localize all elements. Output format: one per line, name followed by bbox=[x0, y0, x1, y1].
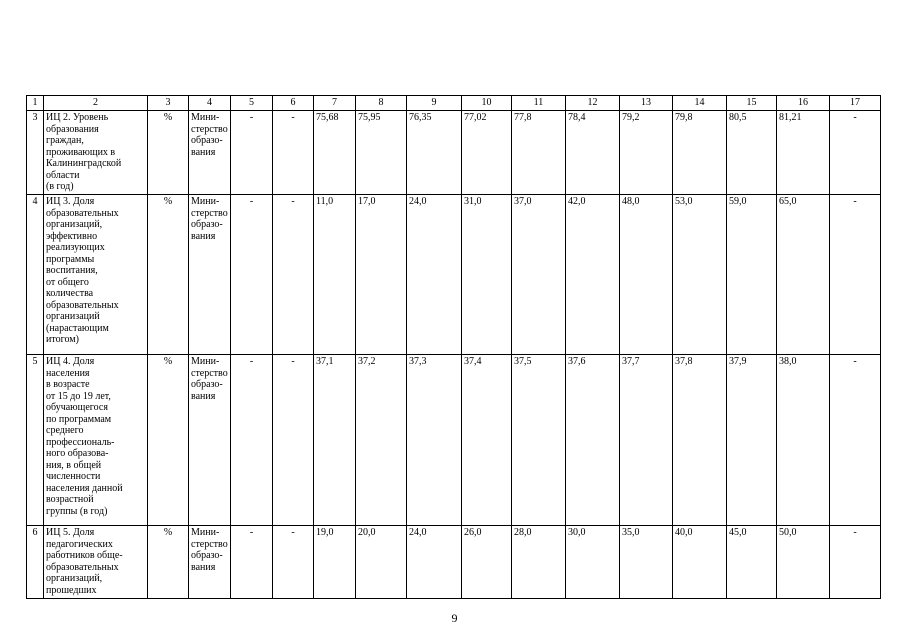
organization-cell-line: Мини- bbox=[191, 356, 220, 367]
value-cell: 50,0 bbox=[777, 526, 830, 599]
column-5-cell: - bbox=[231, 195, 273, 355]
indicator-name-cell-line: организаций, bbox=[46, 219, 103, 230]
table-row bbox=[27, 195, 881, 355]
unit-cell: % bbox=[148, 111, 189, 195]
indicator-name-cell-line: реализующих bbox=[46, 242, 105, 253]
column-5-cell: - bbox=[231, 526, 273, 599]
indicator-name-cell-line: ИЦ 4. Доля bbox=[46, 356, 95, 367]
column-6-cell: - bbox=[273, 111, 314, 195]
indicator-name-cell-line: организаций bbox=[46, 311, 100, 322]
organization-cell bbox=[189, 111, 231, 195]
value-cell: 37,3 bbox=[407, 355, 462, 526]
value-cell: 38,0 bbox=[777, 355, 830, 526]
indicator-name-cell-line: воспитания, bbox=[46, 265, 98, 276]
organization-cell-line: стерство bbox=[191, 207, 228, 219]
value-cell: 40,0 bbox=[673, 526, 727, 599]
value-cell: 77,02 bbox=[462, 111, 512, 195]
value-cell: 79,2 bbox=[620, 111, 673, 195]
page-number: 9 bbox=[451, 611, 458, 625]
indicator-name-cell-line: ИЦ 5. Доля bbox=[46, 527, 95, 538]
indicator-name-cell-line: возрастной bbox=[46, 494, 94, 505]
value-cell: 19,0 bbox=[314, 526, 356, 599]
value-cell: 79,8 bbox=[673, 111, 727, 195]
column-5-cell: - bbox=[231, 111, 273, 195]
header-cell: 1 bbox=[27, 96, 44, 111]
row-number-cell: 6 bbox=[27, 526, 44, 599]
column-5-cell: - bbox=[231, 355, 273, 526]
indicator-name-cell-line: граждан, bbox=[46, 135, 84, 146]
value-cell: 11,0 bbox=[314, 195, 356, 355]
value-cell: 59,0 bbox=[727, 195, 777, 355]
column-17-cell: - bbox=[830, 195, 881, 355]
indicator-name-cell bbox=[44, 195, 148, 355]
header-cell: 14 bbox=[673, 96, 727, 111]
indicator-name-cell-line: от общего bbox=[46, 276, 89, 288]
organization-cell-line: Мини- bbox=[191, 196, 220, 207]
value-cell: 37,1 bbox=[314, 355, 356, 526]
indicator-name-cell bbox=[44, 111, 148, 195]
indicator-name-cell-line: от 15 до 19 лет, bbox=[46, 390, 111, 402]
header-cell: 11 bbox=[512, 96, 566, 111]
indicator-name-cell-line: ного образова- bbox=[46, 448, 109, 459]
indicator-name-cell-line: населения bbox=[46, 367, 90, 379]
value-cell: 80,5 bbox=[727, 111, 777, 195]
organization-cell-line: образо- bbox=[191, 550, 223, 561]
unit-cell: % bbox=[148, 355, 189, 526]
indicator-name-cell-line: ИЦ 2. Уровень bbox=[46, 112, 109, 123]
header-cell: 12 bbox=[566, 96, 620, 111]
value-cell: 76,35 bbox=[407, 111, 462, 195]
organization-cell-line: образо- bbox=[191, 135, 223, 146]
organization-cell-line: образо- bbox=[191, 219, 223, 230]
indicator-name-cell-line: (в год) bbox=[46, 181, 74, 192]
table-row bbox=[27, 355, 881, 526]
value-cell: 37,7 bbox=[620, 355, 673, 526]
value-cell: 24,0 bbox=[407, 195, 462, 355]
indicator-name-cell-line: ния, в общей bbox=[46, 459, 102, 471]
indicator-name-cell-line: прошедших bbox=[46, 584, 97, 596]
value-cell: 17,0 bbox=[356, 195, 407, 355]
column-6-cell: - bbox=[273, 355, 314, 526]
value-cell: 81,21 bbox=[777, 111, 830, 195]
organization-cell-line: вания bbox=[191, 561, 216, 573]
table-row bbox=[27, 526, 881, 599]
indicator-name-cell-line: населения данной bbox=[46, 482, 123, 494]
header-cell: 13 bbox=[620, 96, 673, 111]
value-cell: 31,0 bbox=[462, 195, 512, 355]
value-cell: 77,8 bbox=[512, 111, 566, 195]
value-cell: 37,9 bbox=[727, 355, 777, 526]
column-17-cell: - bbox=[830, 111, 881, 195]
organization-cell bbox=[189, 195, 231, 355]
column-17-cell: - bbox=[830, 355, 881, 526]
indicator-name-cell-line: количества bbox=[46, 288, 94, 299]
header-cell: 10 bbox=[462, 96, 512, 111]
value-cell: 45,0 bbox=[727, 526, 777, 599]
indicator-name-cell-line: численности bbox=[46, 471, 101, 482]
organization-cell bbox=[189, 526, 231, 599]
column-17-cell: - bbox=[830, 526, 881, 599]
value-cell: 35,0 bbox=[620, 526, 673, 599]
value-cell: 37,2 bbox=[356, 355, 407, 526]
value-cell: 30,0 bbox=[566, 526, 620, 599]
indicator-name-cell-line: образовательных bbox=[46, 561, 119, 573]
value-cell: 75,95 bbox=[356, 111, 407, 195]
indicator-name-cell-line: в возрасте bbox=[46, 379, 90, 390]
indicator-name-cell-line: педагогических bbox=[46, 538, 113, 550]
row-number-cell: 5 bbox=[27, 355, 44, 526]
indicator-name-cell-line: ИЦ 3. Доля bbox=[46, 196, 95, 207]
value-cell: 37,8 bbox=[673, 355, 727, 526]
value-cell: 53,0 bbox=[673, 195, 727, 355]
column-6-cell: - bbox=[273, 195, 314, 355]
value-cell: 65,0 bbox=[777, 195, 830, 355]
header-cell: 16 bbox=[777, 96, 830, 111]
indicator-name-cell-line: программы bbox=[46, 253, 95, 265]
indicator-name-cell-line: по программам bbox=[46, 413, 112, 425]
indicator-name-cell-line: организаций, bbox=[46, 573, 103, 584]
value-cell: 37,6 bbox=[566, 355, 620, 526]
indicator-name-cell-line: проживающих в bbox=[46, 146, 116, 158]
column-6-cell: - bbox=[273, 526, 314, 599]
indicator-name-cell-line: обучающегося bbox=[46, 402, 108, 413]
indicator-name-cell-line: Калининградской bbox=[46, 158, 122, 169]
value-cell: 24,0 bbox=[407, 526, 462, 599]
header-cell: 7 bbox=[314, 96, 356, 111]
organization-cell-line: вания bbox=[191, 146, 216, 158]
indicator-name-cell-line: эффективно bbox=[46, 230, 98, 242]
value-cell: 37,5 bbox=[512, 355, 566, 526]
indicator-name-cell-line: среднего bbox=[46, 425, 84, 436]
header-cell: 4 bbox=[189, 96, 231, 111]
value-cell: 42,0 bbox=[566, 195, 620, 355]
unit-cell: % bbox=[148, 195, 189, 355]
indicator-table bbox=[26, 95, 881, 599]
header-cell: 9 bbox=[407, 96, 462, 111]
table-row bbox=[27, 111, 881, 195]
unit-cell: % bbox=[148, 526, 189, 599]
header-row bbox=[27, 96, 881, 111]
indicator-name-cell-line: образовательных bbox=[46, 207, 119, 219]
header-cell: 2 bbox=[44, 96, 148, 111]
organization-cell-line: стерство bbox=[191, 538, 228, 550]
indicator-name-cell-line: области bbox=[46, 169, 80, 181]
value-cell: 75,68 bbox=[314, 111, 356, 195]
organization-cell-line: вания bbox=[191, 230, 216, 242]
header-cell: 6 bbox=[273, 96, 314, 111]
organization-cell-line: образо- bbox=[191, 379, 223, 390]
organization-cell-line: стерство bbox=[191, 367, 228, 379]
header-cell: 15 bbox=[727, 96, 777, 111]
value-cell: 26,0 bbox=[462, 526, 512, 599]
value-cell: 48,0 bbox=[620, 195, 673, 355]
indicator-name-cell-line: образования bbox=[46, 123, 99, 135]
header-cell: 5 bbox=[231, 96, 273, 111]
indicator-name-cell bbox=[44, 526, 148, 599]
indicator-name-cell-line: образовательных bbox=[46, 299, 119, 311]
value-cell: 37,4 bbox=[462, 355, 512, 526]
header-cell: 3 bbox=[148, 96, 189, 111]
organization-cell-line: Мини- bbox=[191, 527, 220, 538]
organization-cell bbox=[189, 355, 231, 526]
header-cell: 8 bbox=[356, 96, 407, 111]
indicator-name-cell-line: группы (в год) bbox=[46, 505, 108, 517]
value-cell: 20,0 bbox=[356, 526, 407, 599]
organization-cell-line: Мини- bbox=[191, 112, 220, 123]
indicator-name-cell-line: работников обще- bbox=[46, 550, 123, 561]
row-number-cell: 4 bbox=[27, 195, 44, 355]
organization-cell-line: стерство bbox=[191, 123, 228, 135]
indicator-name-cell-line: профессиональ- bbox=[46, 436, 115, 448]
value-cell: 78,4 bbox=[566, 111, 620, 195]
indicator-name-cell-line: итогом) bbox=[46, 334, 79, 345]
indicator-name-cell bbox=[44, 355, 148, 526]
value-cell: 37,0 bbox=[512, 195, 566, 355]
organization-cell-line: вания bbox=[191, 390, 216, 402]
value-cell: 28,0 bbox=[512, 526, 566, 599]
row-number-cell: 3 bbox=[27, 111, 44, 195]
header-cell: 17 bbox=[830, 96, 881, 111]
indicator-name-cell-line: (нарастающим bbox=[46, 322, 109, 334]
